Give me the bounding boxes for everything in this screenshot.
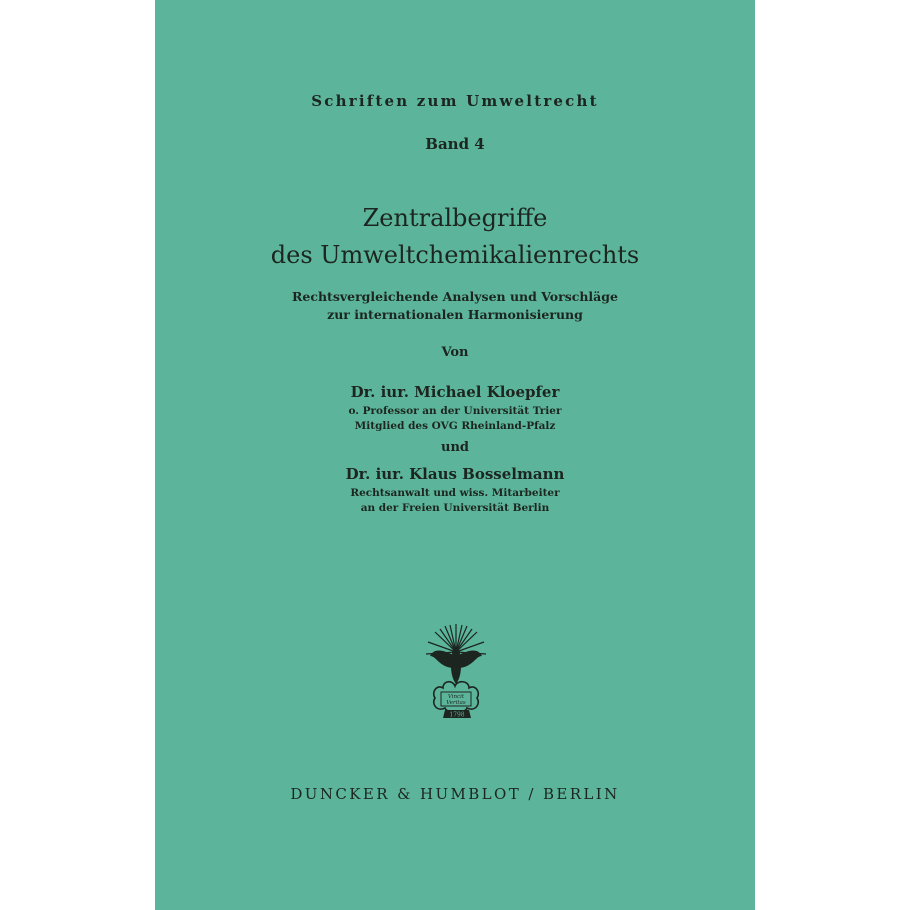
and-label: und <box>441 440 469 455</box>
author-2-affiliation-line-1: Rechtsanwalt und wiss. Mitarbeiter <box>350 487 560 499</box>
volume-number: Band 4 <box>425 135 485 153</box>
author-1-affiliation-line-2: Mitglied des OVG Rheinland-Pfalz <box>354 420 556 432</box>
author-1-affiliation-line-1: o. Professor an der Universität Trier <box>348 405 562 417</box>
phoenix-publisher-emblem-icon <box>425 622 487 720</box>
book-cover <box>155 0 755 910</box>
subtitle-line-1: Rechtsvergleichende Analysen und Vorschläge <box>292 289 618 304</box>
author-2-name: Dr. iur. Klaus Bosselmann <box>345 465 565 483</box>
author-1-name: Dr. iur. Michael Kloepfer <box>350 383 560 401</box>
series-title: Schriften zum Umweltrecht <box>311 92 599 110</box>
logo-motto-line-1: Vincit <box>447 694 465 700</box>
logo-motto-line-2: Veritas <box>446 700 466 706</box>
author-2-affiliation-line-2: an der Freien Universität Berlin <box>360 502 550 514</box>
logo-year: 1798 <box>449 711 465 719</box>
subtitle-line-2: zur internationalen Harmonisierung <box>327 307 583 322</box>
publisher-imprint: DUNCKER & HUMBLOT / BERLIN <box>290 785 620 803</box>
by-label: Von <box>441 345 469 360</box>
book-title-line-2: des Umweltchemikalienrechts <box>270 241 640 269</box>
book-title-line-1: Zentralbegriffe <box>362 204 548 232</box>
